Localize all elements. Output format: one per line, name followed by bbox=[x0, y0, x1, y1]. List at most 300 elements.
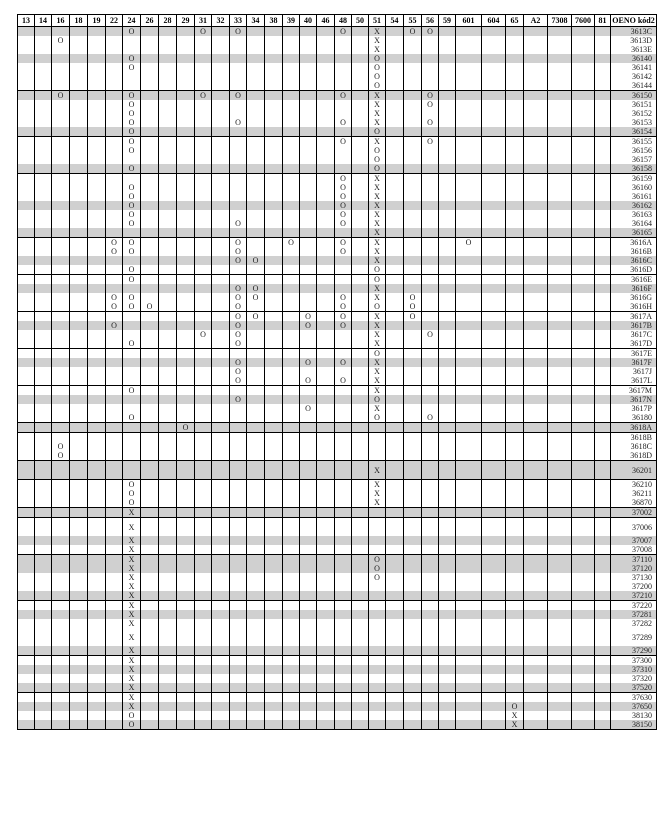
mark-cell bbox=[141, 238, 159, 248]
mark-cell bbox=[317, 127, 335, 137]
table-row bbox=[18, 339, 657, 349]
oeno-code-cell: 37110 bbox=[611, 555, 657, 565]
mark-cell bbox=[141, 555, 159, 565]
oeno-code-cell: 36155 bbox=[611, 137, 657, 147]
mark-cell bbox=[369, 656, 386, 666]
mark-cell bbox=[422, 164, 439, 174]
mark-cell bbox=[335, 81, 352, 91]
mark-cell bbox=[506, 155, 524, 164]
mark-cell bbox=[195, 582, 212, 591]
mark-cell bbox=[18, 404, 35, 413]
table-row bbox=[18, 321, 657, 330]
mark-cell bbox=[106, 518, 123, 537]
mark-cell: X bbox=[369, 45, 386, 54]
mark-cell bbox=[141, 564, 159, 573]
mark-cell bbox=[386, 256, 404, 265]
mark-cell bbox=[177, 219, 195, 228]
mark-cell bbox=[456, 358, 482, 367]
mark-cell: X bbox=[369, 238, 386, 248]
mark-cell bbox=[548, 321, 572, 330]
mark-cell bbox=[230, 619, 247, 628]
mark-cell bbox=[524, 423, 548, 433]
mark-cell: O bbox=[300, 321, 317, 330]
mark-cell bbox=[482, 275, 506, 285]
mark-cell bbox=[88, 63, 106, 72]
mark-cell bbox=[386, 349, 404, 359]
mark-cell bbox=[335, 674, 352, 683]
mark-cell bbox=[456, 302, 482, 312]
mark-cell bbox=[106, 265, 123, 275]
mark-cell bbox=[482, 109, 506, 118]
oeno-code-cell: 37289 bbox=[611, 628, 657, 646]
mark-cell bbox=[18, 201, 35, 210]
mark-cell bbox=[265, 174, 283, 184]
mark-cell bbox=[88, 174, 106, 184]
mark-cell bbox=[352, 451, 369, 461]
mark-cell bbox=[422, 45, 439, 54]
mark-cell bbox=[506, 174, 524, 184]
mark-cell bbox=[212, 27, 230, 37]
table-row bbox=[18, 591, 657, 601]
mark-cell bbox=[335, 36, 352, 45]
mark-cell bbox=[524, 367, 548, 376]
mark-cell bbox=[18, 461, 35, 480]
mark-cell bbox=[35, 395, 52, 404]
mark-cell bbox=[35, 127, 52, 137]
mark-cell bbox=[572, 386, 595, 396]
mark-cell bbox=[506, 321, 524, 330]
mark-cell: O bbox=[369, 146, 386, 155]
oeno-code-cell: 37520 bbox=[611, 683, 657, 693]
mark-cell bbox=[352, 247, 369, 256]
oeno-code-cell: 37281 bbox=[611, 610, 657, 619]
mark-cell bbox=[439, 284, 456, 293]
mark-cell bbox=[422, 628, 439, 646]
mark-cell bbox=[230, 386, 247, 396]
mark-cell bbox=[141, 100, 159, 109]
mark-cell bbox=[439, 601, 456, 611]
mark-cell bbox=[548, 395, 572, 404]
mark-cell bbox=[352, 127, 369, 137]
mark-cell bbox=[88, 536, 106, 545]
mark-cell bbox=[159, 183, 177, 192]
mark-cell bbox=[18, 72, 35, 81]
mark-cell bbox=[317, 210, 335, 219]
mark-cell bbox=[572, 656, 595, 666]
mark-cell bbox=[595, 284, 611, 293]
mark-cell bbox=[572, 702, 595, 711]
mark-cell bbox=[482, 265, 506, 275]
mark-cell bbox=[52, 536, 70, 545]
mark-cell bbox=[386, 433, 404, 443]
mark-cell bbox=[177, 665, 195, 674]
mark-cell bbox=[159, 137, 177, 147]
mark-cell bbox=[70, 164, 88, 174]
mark-cell bbox=[456, 573, 482, 582]
mark-cell bbox=[177, 155, 195, 164]
mark-cell bbox=[524, 601, 548, 611]
mark-cell bbox=[456, 312, 482, 322]
mark-cell bbox=[317, 137, 335, 147]
mark-cell bbox=[369, 582, 386, 591]
mark-cell bbox=[159, 433, 177, 443]
mark-cell bbox=[247, 376, 265, 386]
mark-cell bbox=[283, 545, 300, 555]
mark-cell bbox=[386, 201, 404, 210]
mark-cell bbox=[352, 665, 369, 674]
mark-cell bbox=[265, 591, 283, 601]
mark-cell bbox=[386, 573, 404, 582]
mark-cell bbox=[404, 275, 422, 285]
mark-cell bbox=[247, 302, 265, 312]
mark-cell bbox=[106, 591, 123, 601]
mark-cell bbox=[230, 413, 247, 423]
mark-cell bbox=[386, 367, 404, 376]
mark-cell bbox=[506, 683, 524, 693]
mark-cell bbox=[230, 498, 247, 508]
mark-cell bbox=[404, 433, 422, 443]
mark-cell bbox=[212, 573, 230, 582]
mark-cell bbox=[456, 27, 482, 37]
mark-cell bbox=[141, 109, 159, 118]
mark-cell bbox=[524, 27, 548, 37]
table-row bbox=[18, 582, 657, 591]
mark-cell bbox=[212, 183, 230, 192]
mark-cell bbox=[506, 461, 524, 480]
mark-cell bbox=[247, 555, 265, 565]
mark-cell bbox=[88, 192, 106, 201]
mark-cell bbox=[70, 423, 88, 433]
mark-cell bbox=[595, 155, 611, 164]
column-header: 81 bbox=[595, 15, 611, 27]
mark-cell bbox=[195, 573, 212, 582]
mark-cell bbox=[317, 489, 335, 498]
mark-cell bbox=[548, 349, 572, 359]
mark-cell bbox=[18, 302, 35, 312]
mark-cell bbox=[404, 247, 422, 256]
mark-cell bbox=[70, 293, 88, 302]
oeno-code-cell: 36152 bbox=[611, 109, 657, 118]
mark-cell bbox=[506, 518, 524, 537]
mark-cell bbox=[177, 674, 195, 683]
mark-cell bbox=[595, 91, 611, 101]
mark-cell bbox=[159, 302, 177, 312]
mark-cell bbox=[335, 72, 352, 81]
mark-cell bbox=[352, 508, 369, 518]
mark-cell bbox=[212, 395, 230, 404]
column-header: 38 bbox=[265, 15, 283, 27]
mark-cell bbox=[35, 349, 52, 359]
mark-cell bbox=[506, 219, 524, 228]
mark-cell bbox=[283, 155, 300, 164]
mark-cell bbox=[230, 174, 247, 184]
mark-cell bbox=[335, 367, 352, 376]
mark-cell bbox=[422, 63, 439, 72]
mark-cell bbox=[141, 573, 159, 582]
mark-cell bbox=[439, 275, 456, 285]
mark-cell bbox=[283, 423, 300, 433]
mark-cell bbox=[335, 518, 352, 537]
mark-cell bbox=[195, 536, 212, 545]
mark-cell bbox=[230, 582, 247, 591]
mark-cell bbox=[482, 45, 506, 54]
mark-cell bbox=[212, 628, 230, 646]
mark-cell bbox=[506, 127, 524, 137]
mark-cell bbox=[335, 339, 352, 349]
mark-cell bbox=[386, 720, 404, 730]
mark-cell bbox=[439, 610, 456, 619]
mark-cell bbox=[439, 201, 456, 210]
mark-cell bbox=[212, 72, 230, 81]
mark-cell bbox=[506, 118, 524, 127]
mark-cell bbox=[70, 201, 88, 210]
mark-cell bbox=[369, 442, 386, 451]
mark-cell bbox=[335, 386, 352, 396]
mark-cell bbox=[386, 674, 404, 683]
mark-cell bbox=[35, 619, 52, 628]
mark-cell bbox=[524, 433, 548, 443]
mark-cell bbox=[247, 201, 265, 210]
mark-cell bbox=[300, 573, 317, 582]
mark-cell bbox=[52, 674, 70, 683]
column-header: 24 bbox=[123, 15, 141, 27]
mark-cell bbox=[300, 54, 317, 63]
mark-cell bbox=[159, 646, 177, 656]
oeno-code-cell: 3617J bbox=[611, 367, 657, 376]
mark-cell bbox=[317, 256, 335, 265]
mark-cell bbox=[439, 146, 456, 155]
mark-cell bbox=[456, 693, 482, 703]
mark-cell bbox=[422, 219, 439, 228]
mark-cell bbox=[159, 619, 177, 628]
mark-cell bbox=[335, 545, 352, 555]
mark-cell bbox=[300, 349, 317, 359]
mark-cell bbox=[548, 275, 572, 285]
mark-cell bbox=[18, 442, 35, 451]
mark-cell bbox=[35, 265, 52, 275]
table-row bbox=[18, 45, 657, 54]
mark-cell bbox=[159, 423, 177, 433]
mark-cell bbox=[386, 100, 404, 109]
mark-cell bbox=[265, 137, 283, 147]
mark-cell: O bbox=[230, 395, 247, 404]
mark-cell bbox=[300, 238, 317, 248]
mark-cell bbox=[141, 219, 159, 228]
mark-cell: O bbox=[369, 81, 386, 91]
mark-cell bbox=[439, 45, 456, 54]
mark-cell bbox=[595, 442, 611, 451]
mark-cell bbox=[595, 376, 611, 386]
mark-cell bbox=[595, 461, 611, 480]
mark-cell bbox=[35, 610, 52, 619]
mark-cell bbox=[247, 404, 265, 413]
mark-cell bbox=[177, 349, 195, 359]
mark-cell bbox=[482, 480, 506, 490]
mark-cell bbox=[335, 395, 352, 404]
mark-cell bbox=[141, 413, 159, 423]
mark-cell bbox=[212, 508, 230, 518]
mark-cell bbox=[88, 582, 106, 591]
mark-cell: X bbox=[123, 683, 141, 693]
mark-cell bbox=[177, 228, 195, 238]
mark-cell bbox=[506, 545, 524, 555]
mark-cell bbox=[317, 564, 335, 573]
mark-cell bbox=[195, 480, 212, 490]
mark-cell: X bbox=[369, 36, 386, 45]
mark-cell bbox=[106, 192, 123, 201]
mark-cell bbox=[317, 413, 335, 423]
mark-cell bbox=[159, 284, 177, 293]
mark-cell bbox=[141, 27, 159, 37]
mark-cell bbox=[595, 582, 611, 591]
mark-cell: X bbox=[369, 339, 386, 349]
mark-cell bbox=[247, 628, 265, 646]
oeno-code-cell: 36164 bbox=[611, 219, 657, 228]
mark-cell bbox=[572, 376, 595, 386]
mark-cell bbox=[404, 582, 422, 591]
mark-cell bbox=[212, 201, 230, 210]
mark-cell bbox=[386, 63, 404, 72]
mark-cell bbox=[506, 275, 524, 285]
mark-cell bbox=[141, 367, 159, 376]
mark-cell bbox=[195, 302, 212, 312]
mark-cell bbox=[159, 591, 177, 601]
mark-cell bbox=[18, 109, 35, 118]
mark-cell bbox=[88, 518, 106, 537]
mark-cell bbox=[70, 413, 88, 423]
mark-cell: O bbox=[335, 27, 352, 37]
mark-cell bbox=[106, 674, 123, 683]
mark-cell bbox=[265, 518, 283, 537]
mark-cell bbox=[35, 155, 52, 164]
mark-cell bbox=[141, 174, 159, 184]
mark-cell bbox=[18, 702, 35, 711]
mark-cell bbox=[386, 711, 404, 720]
mark-cell bbox=[52, 646, 70, 656]
mark-cell bbox=[212, 358, 230, 367]
mark-cell bbox=[300, 508, 317, 518]
mark-cell bbox=[386, 228, 404, 238]
mark-cell bbox=[195, 601, 212, 611]
mark-cell bbox=[159, 36, 177, 45]
mark-cell bbox=[35, 228, 52, 238]
mark-cell bbox=[106, 183, 123, 192]
mark-cell bbox=[35, 321, 52, 330]
oeno-code-cell: 37007 bbox=[611, 536, 657, 545]
mark-cell: O bbox=[369, 555, 386, 565]
mark-cell bbox=[195, 665, 212, 674]
column-header: 16 bbox=[52, 15, 70, 27]
mark-cell bbox=[159, 683, 177, 693]
mark-cell bbox=[335, 256, 352, 265]
mark-cell bbox=[212, 174, 230, 184]
mark-cell bbox=[247, 582, 265, 591]
mark-cell bbox=[230, 702, 247, 711]
table-row bbox=[18, 293, 657, 302]
mark-cell bbox=[386, 461, 404, 480]
mark-cell bbox=[404, 423, 422, 433]
mark-cell bbox=[595, 413, 611, 423]
mark-cell bbox=[35, 146, 52, 155]
mark-cell: O bbox=[335, 183, 352, 192]
mark-cell bbox=[177, 100, 195, 109]
mark-cell bbox=[106, 413, 123, 423]
table-row bbox=[18, 423, 657, 433]
mark-cell bbox=[159, 81, 177, 91]
mark-cell bbox=[52, 100, 70, 109]
mark-cell bbox=[404, 404, 422, 413]
mark-cell bbox=[35, 81, 52, 91]
mark-cell bbox=[300, 164, 317, 174]
mark-cell bbox=[106, 461, 123, 480]
mark-cell bbox=[230, 423, 247, 433]
mark-cell bbox=[352, 192, 369, 201]
mark-cell bbox=[283, 358, 300, 367]
mark-cell bbox=[52, 367, 70, 376]
mark-cell: O bbox=[141, 302, 159, 312]
mark-cell bbox=[317, 404, 335, 413]
mark-cell bbox=[482, 164, 506, 174]
mark-cell bbox=[335, 582, 352, 591]
mark-cell: O bbox=[335, 192, 352, 201]
mark-cell bbox=[595, 146, 611, 155]
mark-cell bbox=[352, 265, 369, 275]
mark-cell bbox=[352, 536, 369, 545]
mark-cell bbox=[572, 284, 595, 293]
mark-cell bbox=[283, 81, 300, 91]
mark-cell bbox=[283, 564, 300, 573]
mark-cell bbox=[335, 451, 352, 461]
mark-cell bbox=[195, 228, 212, 238]
mark-cell bbox=[141, 591, 159, 601]
mark-cell bbox=[352, 302, 369, 312]
mark-cell bbox=[212, 54, 230, 63]
mark-cell bbox=[524, 330, 548, 339]
mark-cell bbox=[106, 376, 123, 386]
mark-cell bbox=[141, 536, 159, 545]
mark-cell bbox=[247, 247, 265, 256]
mark-cell bbox=[300, 423, 317, 433]
mark-cell bbox=[335, 656, 352, 666]
mark-cell bbox=[88, 210, 106, 219]
mark-cell bbox=[230, 720, 247, 730]
mark-cell bbox=[247, 451, 265, 461]
column-header: 31 bbox=[195, 15, 212, 27]
mark-cell bbox=[524, 628, 548, 646]
mark-cell bbox=[506, 146, 524, 155]
table-row bbox=[18, 555, 657, 565]
mark-cell bbox=[456, 146, 482, 155]
mark-cell bbox=[247, 619, 265, 628]
mark-cell bbox=[386, 54, 404, 63]
mark-cell bbox=[422, 693, 439, 703]
mark-cell bbox=[52, 302, 70, 312]
mark-cell bbox=[212, 702, 230, 711]
mark-cell bbox=[300, 137, 317, 147]
mark-cell bbox=[595, 555, 611, 565]
mark-cell bbox=[352, 321, 369, 330]
mark-cell bbox=[335, 413, 352, 423]
mark-cell: O bbox=[123, 210, 141, 219]
mark-cell bbox=[70, 228, 88, 238]
mark-cell bbox=[141, 683, 159, 693]
mark-cell bbox=[317, 275, 335, 285]
mark-cell bbox=[595, 201, 611, 210]
mark-cell bbox=[212, 155, 230, 164]
mark-cell bbox=[572, 192, 595, 201]
mark-cell bbox=[572, 683, 595, 693]
mark-cell bbox=[548, 228, 572, 238]
